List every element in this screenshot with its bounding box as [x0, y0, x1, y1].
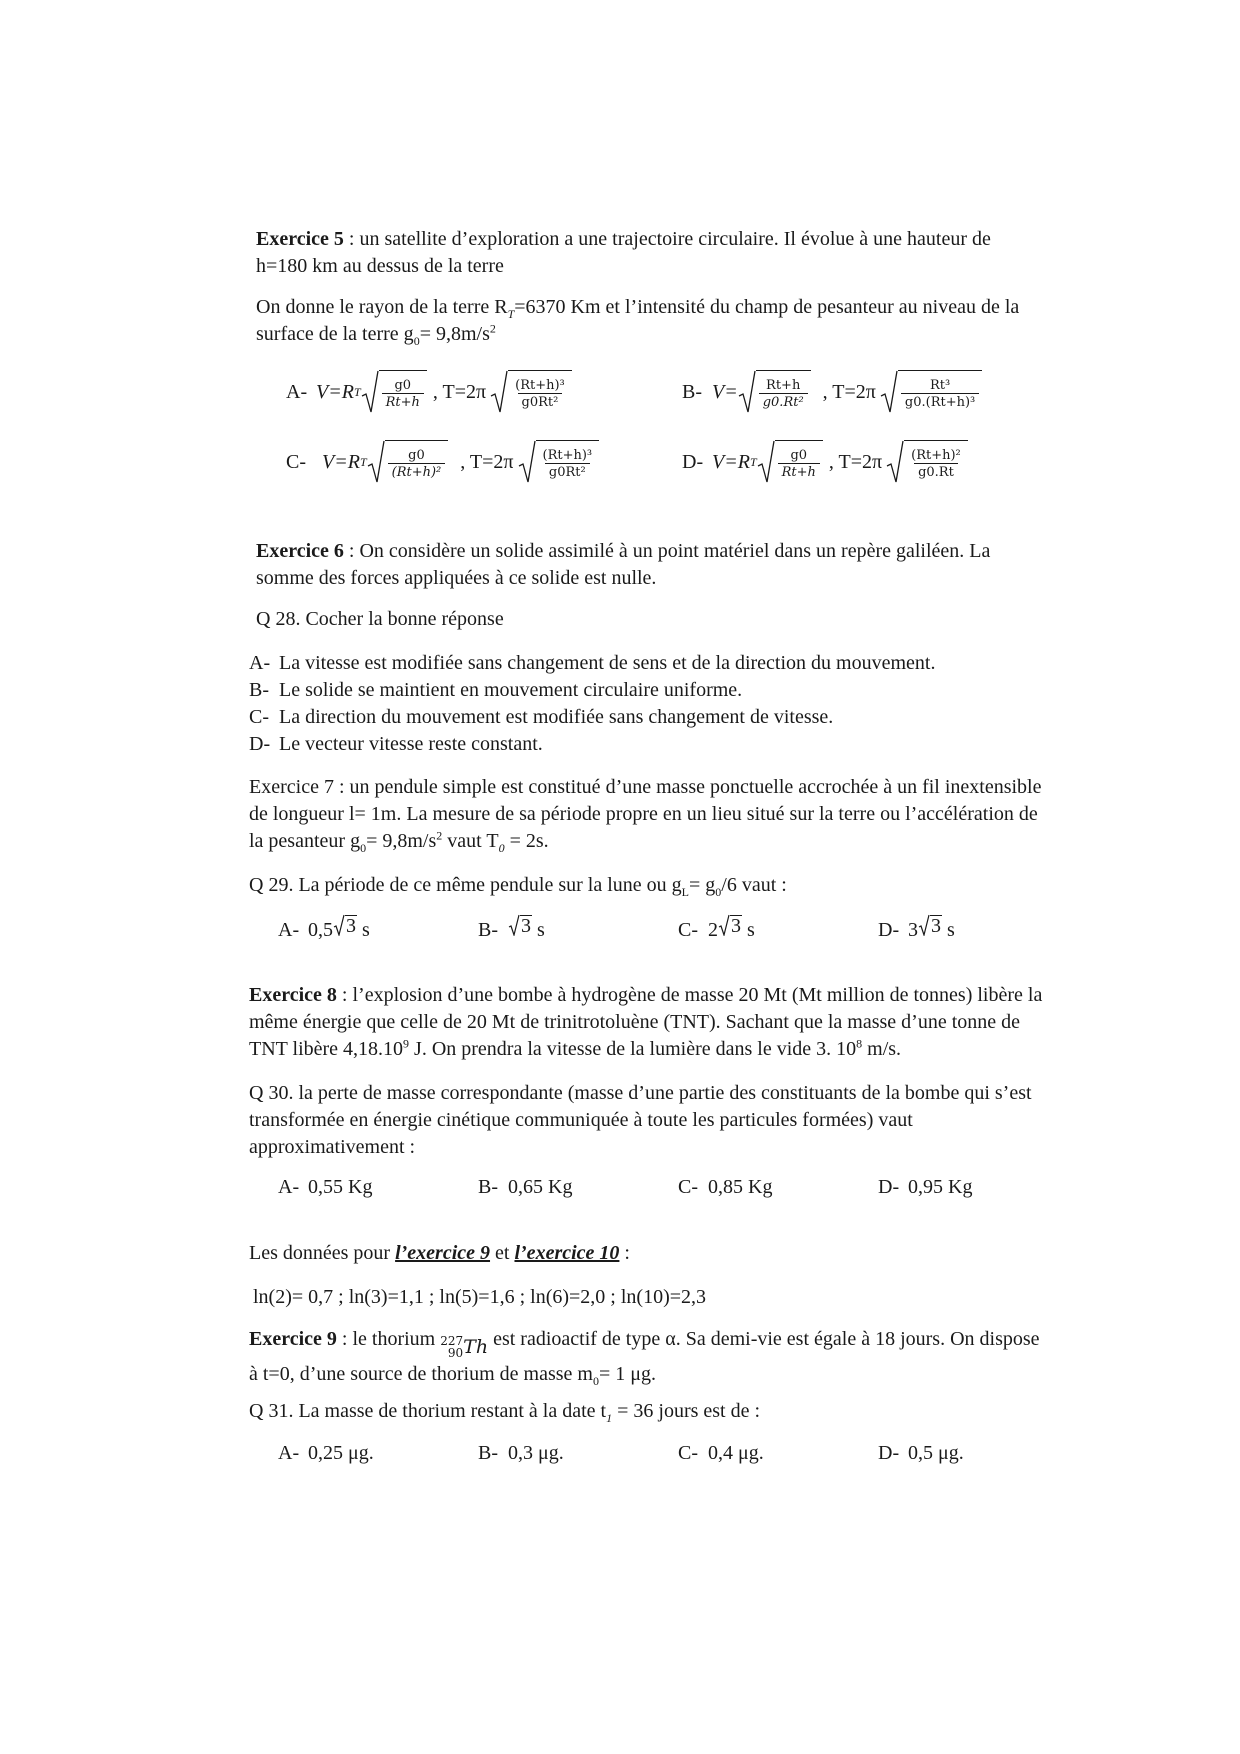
ex6-option-c: C- La direction du mouvement est modifiée sans changement de vitesse. — [249, 706, 834, 728]
ex9-question: Q 31. La masse de thorium restant à la date $t_1 = 36$ jours est de : — [249, 1400, 761, 1425]
ex8-intro: Exercice 8 : l’explosion d’une bombe à hydrogène de masse 20 Mt (Mt million de tonnes) libère la même énergie que celle de 20 Mt de trinitrotoluène (TNT). Sachant que la masse d’une tonne de TNT libère 4,18.10$^9$ J. On prendra la vitesse de la lumière dans le vide 3. $10^8$ m/s. — [249, 984, 1043, 1060]
sqrt-symbol: $\frac{\text{(Rt+h)³}}{\text{g0Rt²}}$ — [490, 370, 572, 414]
ex8-option-d: D- 0,95 Kg — [878, 1176, 973, 1198]
ex7-option-a: A- 0,5 3 s — [278, 915, 370, 941]
ex7-option-c: C- 2 3 s — [678, 915, 755, 941]
ex9-option-b: B- 0,3 μg. — [478, 1442, 564, 1464]
data-9-10-intro: Les données pour l’exercice 9 et l’exercice 10 : — [249, 1242, 630, 1264]
sqrt-symbol: $\frac{\text{(Rt+h)²}}{g0.Rt}$ — [886, 440, 968, 484]
ex5-intro: Exercice 5 : un satellite d’exploration a une trajectoire circulaire. Il évolue à une hauteur de h=180 km au dessus de la terre — [256, 228, 991, 277]
exercice-9-link: l’exercice 9 — [395, 1242, 491, 1264]
ex8-title: Exercice 8 — [249, 984, 337, 1006]
ex8-question: Q 30. la perte de masse correspondante (masse d’une partie des constituants de la bombe qui s’est transformée en énergie cinétique communiquée à toute les particules formées) vaut approximativement : — [249, 1082, 1032, 1158]
ex7-option-d: D- 3 3 s — [878, 915, 955, 941]
ex7-option-b: B- 3 s — [478, 915, 545, 941]
ex8-option-b: B- 0,65 Kg — [478, 1176, 573, 1198]
thorium-isotope: 227 90 Th — [440, 1334, 489, 1360]
log-values: ln(2)= 0,7 ; ln(3)=1,1 ; ln(5)=1,6 ; ln(6)=2,0 ; ln(10)=2,3 — [253, 1286, 707, 1308]
ex6-option-a: A- La vitesse est modifiée sans changement de sens et de la direction du mouvement. — [249, 652, 936, 674]
sqrt-symbol: $\frac{g0}{\text{(Rt+h)²}}$ — [367, 440, 449, 484]
sqrt-symbol: $\frac{\text{Rt³}}{\text{g0.(Rt+h)³}}$ — [880, 370, 982, 414]
ex8-option-a: A- 0,55 Kg — [278, 1176, 373, 1198]
sqrt-symbol: $\frac{\text{(Rt+h)³}}{\text{g0Rt²}}$ — [518, 440, 600, 484]
ex9-intro: Exercice 9 : le thorium 227 90 Th est radioactif de type α. Sa demi-vie est égale à 18 jours. On dispose à t=0, d’une source de thorium de masse $m_0= 1$ μg. — [249, 1328, 1040, 1388]
ex6-intro: Exercice 6 : On considère un solide assimilé à un point matériel dans un repère galiléen. La somme des forces appliquées à ce solide est nulle. — [256, 540, 991, 589]
sqrt-symbol: $\frac{Rt+h}{\text{g0.Rt²}}$ — [738, 370, 811, 414]
ex8-option-c: C- 0,85 Kg — [678, 1176, 773, 1198]
ex5-option-b: B- V= $\frac{Rt+h}{\text{g0.Rt²}}$ , T=2π $\frac{\text{Rt³}}{\text{g0.(Rt+h)³}}$ — [682, 370, 982, 414]
sqrt-symbol: $\frac{g0}{Rt+h}$ — [361, 370, 427, 414]
ex9-title: Exercice 9 — [249, 1328, 337, 1350]
ex7-intro: Exercice 7 : un pendule simple est constitué d’une masse ponctuelle accrochée à un fil inextensible de longueur l= 1m. La mesure de sa période propre en un lieu situé sur la terre ou l’accélération de la pesanteur $g_0= 9,8m/s^2$ vaut $T_0 = 2s$. — [249, 776, 1042, 855]
ex5-title: Exercice 5 — [256, 228, 344, 250]
ex5-option-d: D- V=R T $\frac{g0}{Rt+h}$ , T=2π $\frac{\text{(Rt+h)²}}{g0.Rt}$ — [682, 440, 968, 484]
ex5-option-c: C- V=R T $\frac{g0}{\text{(Rt+h)²}}$ , T=2π $\frac{\text{(Rt+h)³}}{\text{g0Rt²}}$ — [286, 440, 599, 484]
ex9-option-d: D- 0,5 μg. — [878, 1442, 964, 1464]
ex6-option-b: B- Le solide se maintient en mouvement circulaire uniforme. — [249, 679, 743, 701]
sqrt-symbol: $\frac{g0}{Rt+h}$ — [757, 440, 823, 484]
exercice-10-link: l’exercice 10 — [514, 1242, 620, 1264]
ex6-question: Q 28. Cocher la bonne réponse — [256, 608, 504, 630]
ex9-option-c: C- 0,4 μg. — [678, 1442, 764, 1464]
ex6-option-d: D- Le vecteur vitesse reste constant. — [249, 733, 543, 755]
ex6-options — [249, 650, 1049, 758]
ex9-option-a: A- 0,25 μg. — [278, 1442, 374, 1464]
ex5-data: On donne le rayon de la terre $R_T=6370$ Km et l’intensité du champ de pesanteur au niveau de la surface de la terre $g_0= 9,8m/s^2$ — [256, 296, 1020, 348]
ex7-question: Q 29. La période de ce même pendule sur la lune ou $g_L= g_0/6$ vaut : — [249, 874, 787, 899]
ex6-title: Exercice 6 — [256, 540, 344, 562]
ex5-option-a: A- V=R T $\frac{g0}{Rt+h}$ , T=2π $\frac{\text{(Rt+h)³}}{\text{g0Rt²}}$ — [286, 370, 572, 414]
